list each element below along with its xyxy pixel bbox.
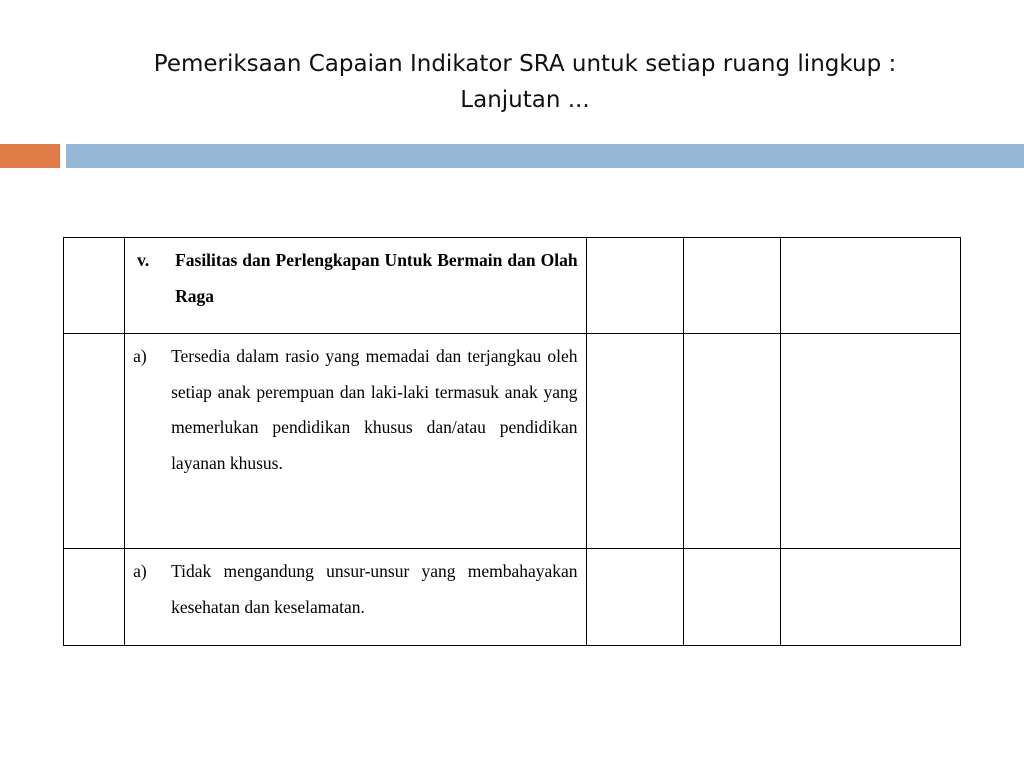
slide-title-line-1: Pemeriksaan Capaian Indikator SRA untuk setiap ruang lingkup : — [153, 51, 897, 77]
item-marker: a) — [133, 346, 147, 366]
table-cell-indicator — [125, 334, 587, 549]
table-cell-indicator — [125, 238, 587, 334]
table-cell-empty — [780, 238, 960, 334]
item-text: Fasilitas dan Perlengkapan Untuk Bermain dan Olah Raga — [175, 250, 578, 306]
table-cell-empty — [586, 549, 683, 646]
table-cell-empty — [780, 334, 960, 549]
accent-bar-orange — [0, 144, 60, 168]
table-cell-empty — [683, 549, 780, 646]
table-cell-empty — [586, 238, 683, 334]
slide-title — [60, 46, 990, 118]
table-row — [64, 334, 961, 549]
table-row-heading — [64, 238, 961, 334]
table-cell-number — [64, 334, 125, 549]
table-cell-number — [64, 549, 125, 646]
table-cell-empty — [683, 334, 780, 549]
table-cell-indicator — [125, 549, 587, 646]
indicator-heading — [125, 238, 586, 314]
item-marker: v. — [137, 250, 150, 270]
indicator-item — [125, 334, 586, 481]
item-marker: a) — [133, 561, 147, 581]
table-row — [64, 549, 961, 646]
item-text: Tidak mengandung unsur-unsur yang membahayakan kesehatan dan keselamatan. — [171, 561, 578, 617]
slide-title-line-2: Lanjutan ... — [460, 87, 590, 113]
table-cell-empty — [780, 549, 960, 646]
indicator-table — [63, 237, 961, 646]
table-cell-empty — [586, 334, 683, 549]
table-cell-empty — [683, 238, 780, 334]
table-cell-number — [64, 238, 125, 334]
indicator-item — [125, 549, 586, 625]
item-text: Tersedia dalam rasio yang memadai dan terjangkau oleh setiap anak perempuan dan laki-laki termasuk anak yang memerlukan pendidikan khusus dan/atau pendidikan layanan khusus. — [171, 346, 578, 473]
accent-bar-blue — [66, 144, 1024, 168]
